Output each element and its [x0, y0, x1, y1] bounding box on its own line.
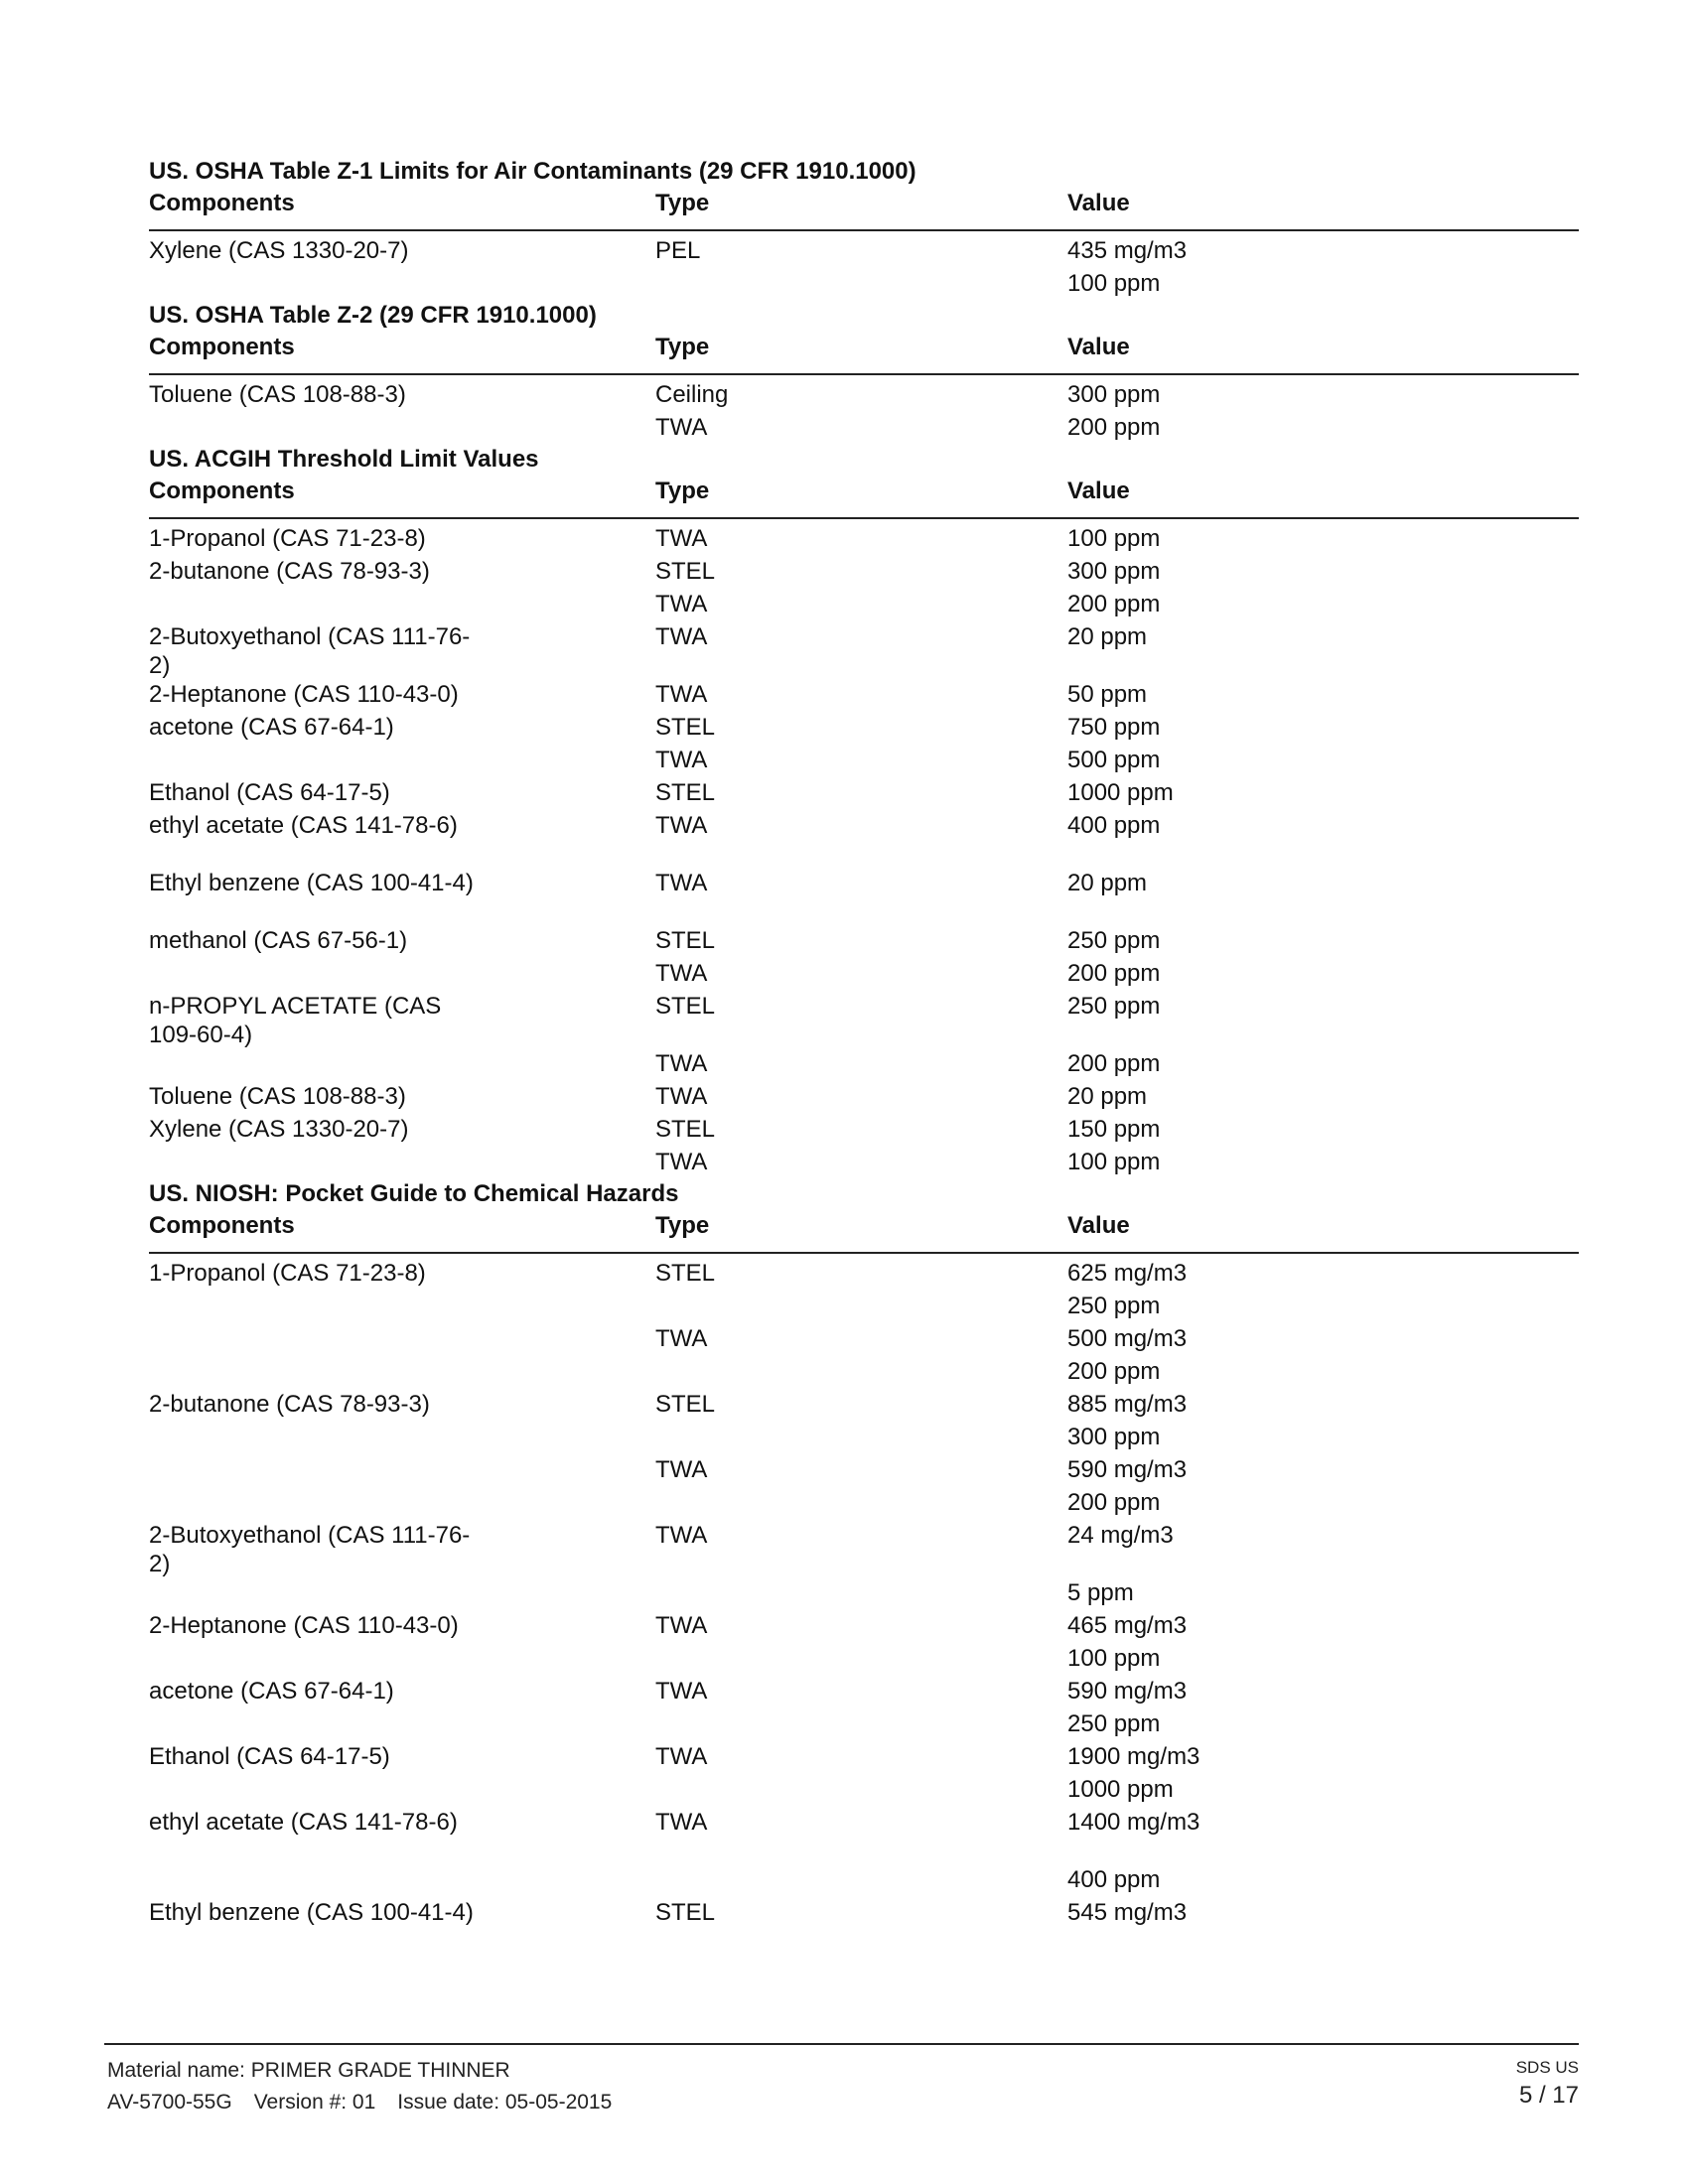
component-cell: [149, 1609, 655, 1675]
value-cell: [1067, 1388, 1465, 1453]
limit-value: 200 ppm: [1067, 591, 1161, 617]
limit-type: TWA: [655, 1809, 708, 1836]
component-name: 2-Butoxyethanol (CAS 111-76-2): [149, 623, 471, 679]
component-cell: [149, 522, 655, 555]
limit-type: TWA: [655, 1743, 708, 1770]
value-cell: [1067, 711, 1465, 744]
table-header: [149, 1210, 1579, 1254]
limit-type: STEL: [655, 1899, 716, 1926]
value-cell: [1067, 1257, 1465, 1322]
limit-value: 20 ppm: [1067, 623, 1148, 650]
component-name: Ethyl benzene (CAS 100-41-4): [149, 1899, 474, 1926]
limit-type: TWA: [655, 1050, 708, 1077]
value-cell: [1067, 1080, 1465, 1113]
page-number: 5 / 17: [1518, 2082, 1579, 2109]
component-name: Xylene (CAS 1330-20-7): [149, 1116, 409, 1143]
limit-type: STEL: [655, 714, 716, 741]
limit-value: 200 ppm: [1067, 960, 1161, 987]
component-name: ethyl acetate (CAS 141-78-6): [149, 812, 458, 839]
section-title: US. ACGIH Threshold Limit Values: [149, 446, 539, 473]
document-body: [149, 156, 1579, 1954]
type-cell: [655, 1257, 1067, 1322]
type-cell: [655, 957, 1067, 990]
component-name: methanol (CAS 67-56-1): [149, 927, 408, 954]
table-row: [149, 1806, 1579, 1896]
component-name: acetone (CAS 67-64-1): [149, 1678, 394, 1705]
limit-value: 500 mg/m3: [1067, 1325, 1188, 1352]
table-row: [149, 1609, 1579, 1675]
limit-value: 750 ppm: [1067, 714, 1161, 741]
value-cell: [1067, 411, 1465, 444]
table-row: [149, 957, 1579, 990]
component-name: 2-butanone (CAS 78-93-3): [149, 558, 430, 585]
section-title: US. OSHA Table Z-1 Limits for Air Contaminants (29 CFR 1910.1000): [149, 158, 916, 185]
value-cell: [1067, 744, 1465, 776]
sds-label: SDS US: [1515, 2058, 1579, 2077]
column-header: Value: [1067, 334, 1130, 360]
limit-value: 590 mg/m3: [1067, 1678, 1188, 1705]
table-row: [149, 522, 1579, 555]
component-cell: [149, 1806, 655, 1896]
table-row: [149, 411, 1579, 444]
component-cell: [149, 1322, 655, 1388]
limit-type: TWA: [655, 960, 708, 987]
component-cell: [149, 678, 655, 711]
component-cell: [149, 1113, 655, 1146]
limit-type: TWA: [655, 414, 708, 441]
limit-value: 1000 ppm: [1067, 779, 1174, 806]
section-title: US. OSHA Table Z-2 (29 CFR 1910.1000): [149, 302, 597, 329]
limit-value: 20 ppm: [1067, 1083, 1148, 1110]
component-cell: [149, 809, 655, 867]
table-header: [149, 188, 1579, 231]
type-cell: [655, 620, 1067, 678]
value-cell: [1067, 809, 1465, 867]
limit-value: 250 ppm: [1067, 993, 1161, 1020]
limit-value: 400 ppm: [1067, 812, 1161, 839]
value-cell: [1067, 1146, 1465, 1178]
component-cell: [149, 378, 655, 411]
limit-type: STEL: [655, 1260, 716, 1287]
component-name: Ethyl benzene (CAS 100-41-4): [149, 870, 474, 896]
column-header: Value: [1067, 190, 1130, 216]
limit-type: TWA: [655, 623, 708, 650]
limit-value: 250 ppm: [1067, 927, 1161, 954]
component-cell: [149, 1675, 655, 1740]
limit-value: 1900 mg/m3: [1067, 1743, 1200, 1770]
value-cell: [1067, 776, 1465, 809]
value-cell: [1067, 990, 1465, 1047]
limit-value: 20 ppm: [1067, 870, 1148, 896]
footer-right: [1516, 2057, 1579, 2113]
value-cell: [1067, 957, 1465, 990]
page-footer: [104, 2043, 1579, 2114]
section-title: US. NIOSH: Pocket Guide to Chemical Hazards: [149, 1180, 679, 1207]
component-name: 2-Heptanone (CAS 110-43-0): [149, 681, 459, 708]
limit-value: 200 ppm: [1067, 1358, 1161, 1385]
component-cell: [149, 555, 655, 588]
column-header: Type: [655, 190, 710, 216]
limit-value: 100 ppm: [1067, 1645, 1161, 1672]
component-name: 1-Propanol (CAS 71-23-8): [149, 525, 426, 552]
limit-type: STEL: [655, 1391, 716, 1418]
type-cell: [655, 1322, 1067, 1388]
component-cell: [149, 957, 655, 990]
component-cell: [149, 1146, 655, 1178]
section: [149, 156, 1579, 300]
table-row: [149, 555, 1579, 588]
table-row: [149, 1322, 1579, 1388]
type-cell: [655, 1675, 1067, 1740]
limit-type: TWA: [655, 681, 708, 708]
type-cell: [655, 1388, 1067, 1453]
component-cell: [149, 1388, 655, 1453]
limit-type: STEL: [655, 558, 716, 585]
table-row: [149, 867, 1579, 924]
component-cell: [149, 411, 655, 444]
table-row: [149, 234, 1579, 300]
limit-value: 24 mg/m3: [1067, 1522, 1174, 1549]
table-row: [149, 744, 1579, 776]
component-cell: [149, 1740, 655, 1806]
limit-value: 150 ppm: [1067, 1116, 1161, 1143]
version: Version #: 01: [253, 2091, 376, 2114]
limit-value: 1400 mg/m3: [1067, 1809, 1200, 1836]
type-cell: [655, 924, 1067, 957]
table-row: [149, 1453, 1579, 1519]
type-cell: [655, 1146, 1067, 1178]
component-cell: [149, 1896, 655, 1954]
limit-value: 300 ppm: [1067, 558, 1161, 585]
column-header: Value: [1067, 1212, 1130, 1239]
value-cell: [1067, 1047, 1465, 1080]
value-cell: [1067, 867, 1465, 924]
table-row: [149, 1146, 1579, 1178]
table-row: [149, 924, 1579, 957]
value-cell: [1067, 378, 1465, 411]
value-cell: [1067, 1113, 1465, 1146]
component-cell: [149, 990, 655, 1047]
value-cell: [1067, 555, 1465, 588]
component-cell: [149, 1080, 655, 1113]
limit-type: STEL: [655, 1116, 716, 1143]
type-cell: [655, 411, 1067, 444]
value-cell: [1067, 1609, 1465, 1675]
component-name: Ethanol (CAS 64-17-5): [149, 779, 390, 806]
table-row: [149, 1388, 1579, 1453]
type-cell: [655, 234, 1067, 300]
value-cell: [1067, 234, 1465, 300]
material-name: Material name: PRIMER GRADE THINNER: [107, 2059, 510, 2082]
table-row: [149, 1675, 1579, 1740]
limit-value: 250 ppm: [1067, 1710, 1161, 1737]
column-header: Components: [149, 190, 295, 216]
limit-value: 300 ppm: [1067, 381, 1161, 408]
limit-value: 250 ppm: [1067, 1293, 1161, 1319]
column-header: Components: [149, 478, 295, 504]
limit-type: TWA: [655, 812, 708, 839]
limit-type: TWA: [655, 1522, 708, 1549]
value-cell: [1067, 1896, 1465, 1954]
component-cell: [149, 776, 655, 809]
limit-value: 300 ppm: [1067, 1424, 1161, 1450]
value-cell: [1067, 588, 1465, 620]
footer-left: [107, 2055, 612, 2118]
table-row: [149, 1257, 1579, 1322]
type-cell: [655, 867, 1067, 924]
type-cell: [655, 555, 1067, 588]
limit-value: 200 ppm: [1067, 1050, 1161, 1077]
value-cell: [1067, 924, 1465, 957]
component-cell: [149, 744, 655, 776]
component-cell: [149, 1257, 655, 1322]
type-cell: [655, 522, 1067, 555]
type-cell: [655, 711, 1067, 744]
value-cell: [1067, 1519, 1465, 1609]
limit-type: TWA: [655, 1083, 708, 1110]
limit-type: TWA: [655, 1456, 708, 1483]
limit-value: 400 ppm: [1067, 1866, 1161, 1893]
limit-value: 885 mg/m3: [1067, 1391, 1188, 1418]
type-cell: [655, 744, 1067, 776]
type-cell: [655, 678, 1067, 711]
limit-type: TWA: [655, 747, 708, 773]
type-cell: [655, 1113, 1067, 1146]
type-cell: [655, 588, 1067, 620]
limit-type: TWA: [655, 1612, 708, 1639]
component-name: 2-butanone (CAS 78-93-3): [149, 1391, 430, 1418]
component-name: ethyl acetate (CAS 141-78-6): [149, 1809, 458, 1836]
component-cell: [149, 1519, 655, 1609]
value-cell: [1067, 1675, 1465, 1740]
limit-value: 1000 ppm: [1067, 1776, 1174, 1803]
table-row: [149, 588, 1579, 620]
type-cell: [655, 809, 1067, 867]
limit-value: 625 mg/m3: [1067, 1260, 1188, 1287]
type-cell: [655, 378, 1067, 411]
table-row: [149, 1047, 1579, 1080]
column-header: Type: [655, 1212, 710, 1239]
type-cell: [655, 1609, 1067, 1675]
component-name: Xylene (CAS 1330-20-7): [149, 237, 409, 264]
value-cell: [1067, 620, 1465, 678]
limit-value: 100 ppm: [1067, 1149, 1161, 1175]
value-cell: [1067, 1740, 1465, 1806]
component-name: Toluene (CAS 108-88-3): [149, 381, 406, 408]
limit-value: 545 mg/m3: [1067, 1899, 1188, 1926]
component-cell: [149, 1047, 655, 1080]
column-header: Type: [655, 334, 710, 360]
limit-value: 100 ppm: [1067, 270, 1161, 297]
value-cell: [1067, 1322, 1465, 1388]
type-cell: [655, 1740, 1067, 1806]
value-cell: [1067, 522, 1465, 555]
table-row: [149, 1519, 1579, 1609]
table-row: [149, 678, 1579, 711]
component-name: Toluene (CAS 108-88-3): [149, 1083, 406, 1110]
limit-type: STEL: [655, 779, 716, 806]
limit-value: 5 ppm: [1067, 1579, 1134, 1606]
value-cell: [1067, 678, 1465, 711]
table-row: [149, 1113, 1579, 1146]
column-header: Value: [1067, 478, 1130, 504]
type-cell: [655, 1896, 1067, 1954]
table-row: [149, 990, 1579, 1047]
column-header: Components: [149, 1212, 295, 1239]
limit-type: STEL: [655, 927, 716, 954]
table-row: [149, 776, 1579, 809]
limit-type: TWA: [655, 1325, 708, 1352]
component-name: 2-Butoxyethanol (CAS 111-76-2): [149, 1522, 471, 1577]
component-cell: [149, 867, 655, 924]
limit-value: 100 ppm: [1067, 525, 1161, 552]
limit-value: 590 mg/m3: [1067, 1456, 1188, 1483]
section: [149, 444, 1579, 1178]
limit-value: 465 mg/m3: [1067, 1612, 1188, 1639]
column-header: Components: [149, 334, 295, 360]
limit-type: TWA: [655, 591, 708, 617]
doc-id: AV-5700-55G: [107, 2091, 232, 2114]
limit-value: 50 ppm: [1067, 681, 1148, 708]
table-row: [149, 1740, 1579, 1806]
limit-value: 435 mg/m3: [1067, 237, 1188, 264]
limit-type: PEL: [655, 237, 701, 264]
component-name: 1-Propanol (CAS 71-23-8): [149, 1260, 426, 1287]
component-name: 2-Heptanone (CAS 110-43-0): [149, 1612, 459, 1639]
table-row: [149, 1896, 1579, 1954]
component-name: Ethanol (CAS 64-17-5): [149, 1743, 390, 1770]
component-cell: [149, 620, 655, 678]
component-cell: [149, 711, 655, 744]
column-header: Type: [655, 478, 710, 504]
table-header: [149, 332, 1579, 375]
value-cell: [1067, 1806, 1465, 1896]
value-cell: [1067, 1453, 1465, 1519]
type-cell: [655, 1806, 1067, 1896]
section: [149, 300, 1579, 444]
table-row: [149, 1080, 1579, 1113]
limit-type: TWA: [655, 1149, 708, 1175]
type-cell: [655, 1453, 1067, 1519]
table-row: [149, 809, 1579, 867]
limit-value: 200 ppm: [1067, 414, 1161, 441]
limit-type: Ceiling: [655, 381, 729, 408]
section: [149, 1178, 1579, 1954]
table-row: [149, 711, 1579, 744]
type-cell: [655, 1519, 1067, 1609]
component-name: acetone (CAS 67-64-1): [149, 714, 394, 741]
type-cell: [655, 1080, 1067, 1113]
type-cell: [655, 1047, 1067, 1080]
type-cell: [655, 990, 1067, 1047]
limit-value: 200 ppm: [1067, 1489, 1161, 1516]
limit-type: TWA: [655, 525, 708, 552]
limit-type: TWA: [655, 1678, 708, 1705]
component-cell: [149, 1453, 655, 1519]
limit-type: TWA: [655, 870, 708, 896]
table-row: [149, 620, 1579, 678]
issue-date: Issue date: 05-05-2015: [397, 2091, 613, 2114]
limit-value: 500 ppm: [1067, 747, 1161, 773]
component-cell: [149, 234, 655, 300]
component-cell: [149, 924, 655, 957]
component-name: n-PROPYL ACETATE (CAS 109-60-4): [149, 993, 442, 1048]
type-cell: [655, 776, 1067, 809]
component-cell: [149, 588, 655, 620]
limit-type: STEL: [655, 993, 716, 1020]
table-row: [149, 378, 1579, 411]
document-meta: [107, 2087, 612, 2118]
table-header: [149, 476, 1579, 519]
